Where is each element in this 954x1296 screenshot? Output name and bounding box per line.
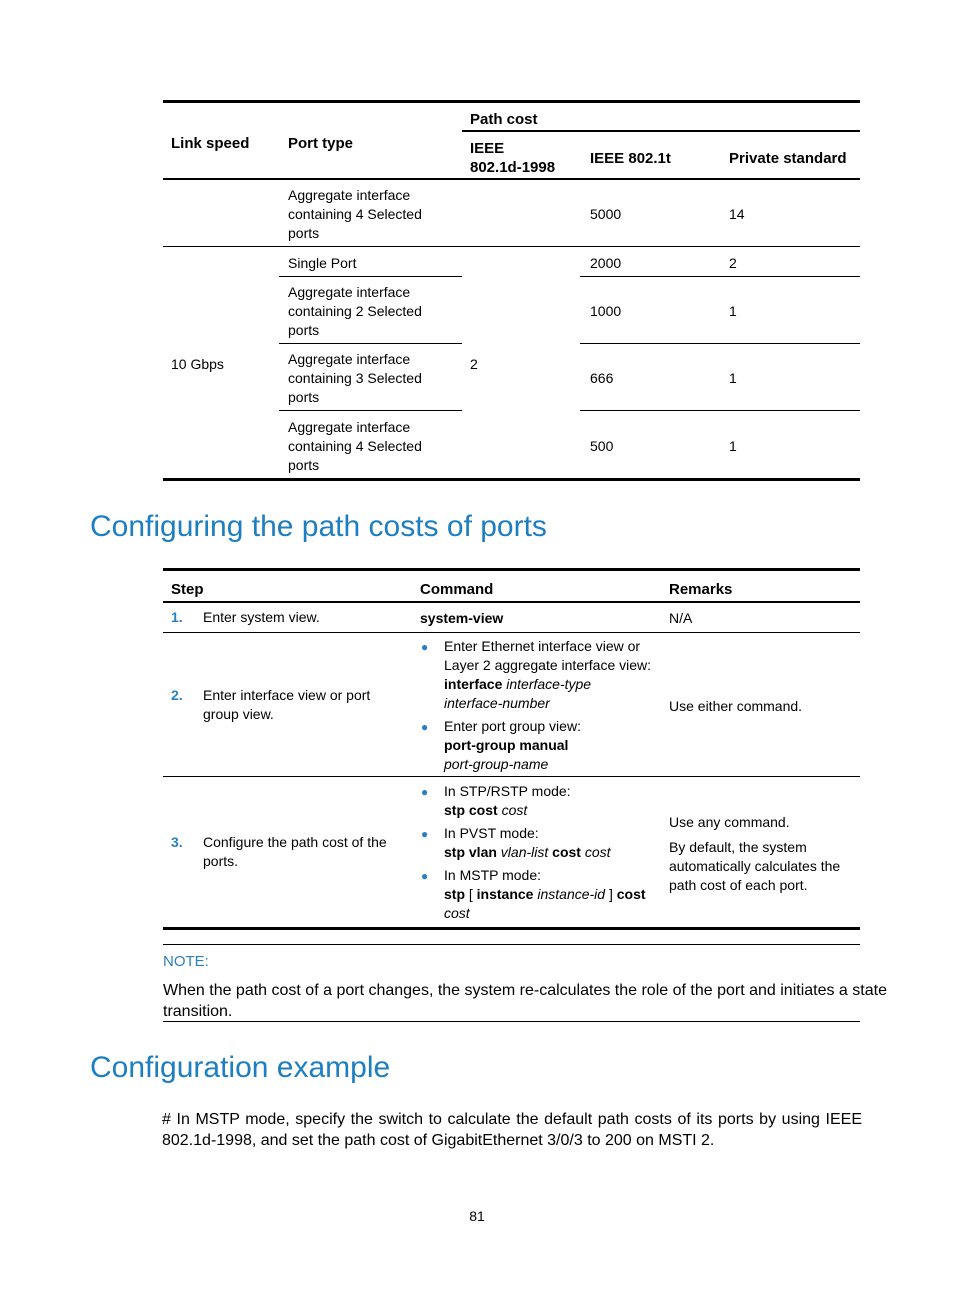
port-type-line2: containing 4 Selected: [288, 206, 422, 222]
private-value: 1: [729, 303, 737, 319]
port-type-line1: Aggregate interface: [288, 187, 411, 203]
header-link-speed: Link speed: [171, 135, 250, 152]
command-keyword: instance: [476, 886, 534, 902]
remarks-text: By default, the system: [669, 839, 807, 855]
remarks-text: N/A: [669, 610, 693, 626]
header-ieee-d-1: IEEE: [470, 140, 505, 157]
remarks-text: Use either command.: [669, 698, 803, 714]
path-cost-underline: [462, 130, 860, 132]
note-label: NOTE:: [163, 953, 209, 970]
port-type-line3: ports: [288, 322, 320, 338]
command-syntax: [444, 843, 611, 862]
bracket: ]: [608, 886, 613, 902]
remarks-text: automatically calculates the: [669, 858, 841, 874]
port-type-line3: ports: [288, 457, 320, 473]
command-keyword: stp: [444, 886, 465, 902]
private-value: 14: [729, 206, 745, 222]
step-text-line1: Enter interface view or port: [203, 687, 371, 703]
header-step: Step: [171, 581, 204, 598]
row-divider: [580, 276, 860, 277]
port-type-line1: Aggregate interface: [288, 419, 411, 435]
table-top-rule: [163, 100, 860, 103]
header-port-type: Port type: [288, 135, 354, 152]
command-syntax: [444, 694, 550, 713]
row-divider: [163, 776, 860, 777]
command-keyword: stp vlan: [444, 844, 497, 860]
bullet-icon: ●: [421, 869, 429, 883]
note-text-line2: transition.: [163, 1003, 233, 1020]
table-bottom-rule: [163, 927, 860, 930]
command-syntax: [444, 885, 646, 904]
port-type-line1: Aggregate interface: [288, 284, 411, 300]
header-remarks: Remarks: [669, 581, 733, 598]
table-bottom-rule: [163, 478, 860, 481]
step-number: 2.: [171, 687, 183, 703]
port-type-line1: Aggregate interface: [288, 351, 411, 367]
command-syntax: [444, 904, 470, 923]
command-syntax: [444, 736, 568, 755]
command-arg: vlan-list: [500, 844, 549, 860]
private-value: 2: [729, 255, 737, 271]
example-text-line2: 802.1d-1998, and set the path cost of GigabitEthernet 3/0/3 to 200 on MSTI 2.: [162, 1132, 715, 1149]
command-arg: port-group-name: [444, 756, 549, 772]
command-arg: cost: [501, 802, 528, 818]
step-text-line2: ports.: [203, 853, 239, 869]
ieee-t-value: 500: [590, 438, 614, 454]
header-private: Private standard: [729, 150, 847, 167]
port-type-single: Single Port: [288, 255, 357, 271]
step-text-line2: group view.: [203, 706, 274, 722]
private-value: 1: [729, 438, 737, 454]
ieee-d-10gbps: 2: [470, 356, 478, 372]
bracket: [: [468, 886, 473, 902]
ieee-t-value: 5000: [590, 206, 622, 222]
command-syntax: [444, 801, 527, 820]
command-desc: Layer 2 aggregate interface view:: [444, 657, 652, 673]
command-syntax: [444, 755, 548, 774]
bullet-icon: ●: [421, 640, 429, 654]
bullet-icon: ●: [421, 785, 429, 799]
command-arg: instance-id: [537, 886, 606, 902]
command-keyword: stp cost: [444, 802, 498, 818]
header-ieee-d-2: 802.1d-1998: [470, 159, 556, 176]
row-divider: [580, 343, 860, 344]
header-command: Command: [420, 581, 494, 598]
port-type-line3: ports: [288, 389, 320, 405]
command-desc: Enter port group view:: [444, 718, 581, 734]
step-text: Enter system view.: [203, 609, 320, 625]
command-arg: interface-number: [444, 695, 550, 711]
command-desc: In MSTP mode:: [444, 867, 542, 883]
command-keyword: cost: [552, 844, 581, 860]
private-value: 1: [729, 370, 737, 386]
command-desc: Enter Ethernet interface view or: [444, 638, 641, 654]
note-text-line1: When the path cost of a port changes, the system re-calculates the role of the port and initiates a state: [163, 982, 887, 999]
row-divider: [580, 410, 860, 411]
row-divider: [279, 343, 462, 344]
port-type-line2: containing 2 Selected: [288, 303, 422, 319]
remarks-text: path cost of each port.: [669, 877, 808, 893]
example-text-line1: # In MSTP mode, specify the switch to calculate the default path costs of its ports by using IEEE: [162, 1111, 862, 1128]
note-top-rule: [163, 944, 860, 945]
command-syntax: [444, 675, 591, 694]
bullet-icon: ●: [421, 720, 429, 734]
command-arg: cost: [444, 905, 470, 921]
command-desc: In PVST mode:: [444, 825, 539, 841]
ieee-t-value: 666: [590, 370, 614, 386]
row-divider: [279, 410, 462, 411]
header-bottom-rule: [163, 178, 860, 180]
command-arg: interface-type: [506, 676, 592, 692]
page-number: 81: [469, 1208, 485, 1224]
link-speed-10gbps: 10 Gbps: [171, 356, 224, 372]
step-number: 3.: [171, 834, 183, 850]
command-desc: In STP/RSTP mode:: [444, 783, 571, 799]
command-keyword: port-group manual: [444, 737, 569, 753]
command-keyword: cost: [616, 886, 646, 902]
note-bottom-rule: [163, 1021, 860, 1022]
command-arg: cost: [584, 844, 611, 860]
header-path-cost: Path cost: [470, 111, 538, 128]
command-keyword: interface: [444, 676, 503, 692]
ieee-t-value: 2000: [590, 255, 622, 271]
bullet-icon: ●: [421, 827, 429, 841]
port-type-line2: containing 4 Selected: [288, 438, 422, 454]
header-bottom-rule: [163, 601, 860, 603]
remarks-text: Use any command.: [669, 814, 790, 830]
step-number: 1.: [171, 609, 183, 625]
row-divider: [163, 632, 860, 633]
section-title-path-costs: Configuring the path costs of ports: [90, 510, 547, 543]
ieee-t-value: 1000: [590, 303, 622, 319]
section-title-config-example: Configuration example: [90, 1051, 391, 1084]
row-divider: [279, 276, 462, 277]
table-top-rule: [163, 568, 860, 571]
step-text-line1: Configure the path cost of the: [203, 834, 387, 850]
port-type-line2: containing 3 Selected: [288, 370, 422, 386]
header-ieee-t: IEEE 802.1t: [590, 150, 671, 167]
port-type-line3: ports: [288, 225, 320, 241]
row-divider: [163, 246, 860, 247]
command-text: system-view: [420, 610, 504, 626]
